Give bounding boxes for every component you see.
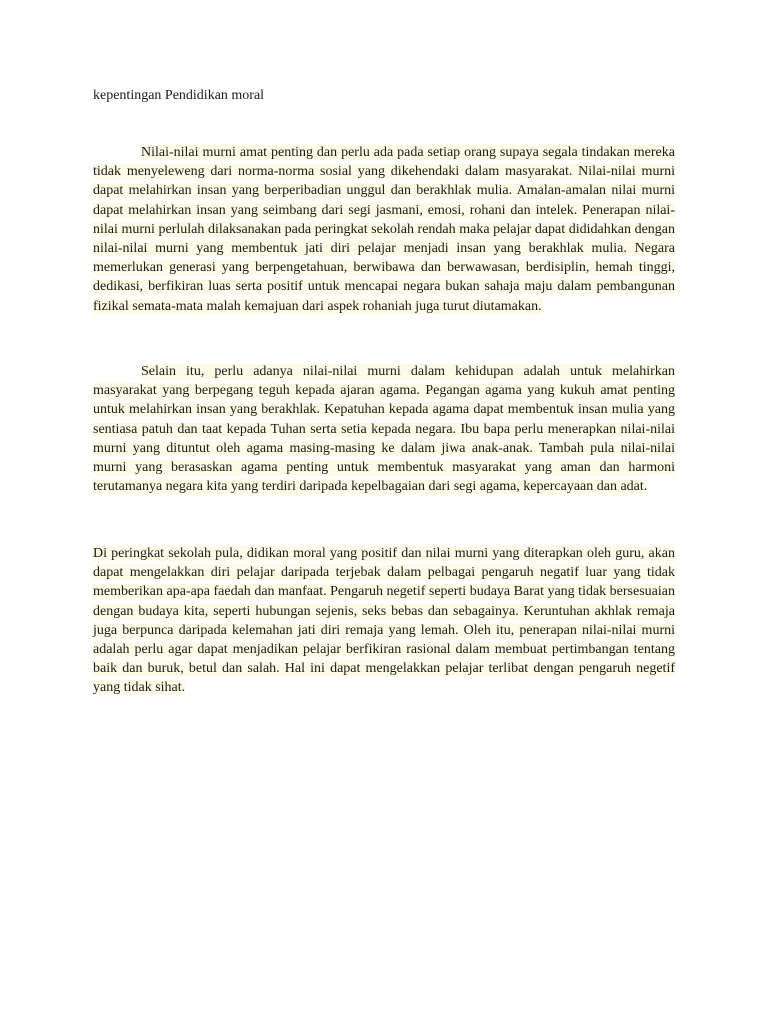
paragraph-1-text: Nilai-nilai murni amat penting dan perlu ada pada setiap orang supaya segala tindakan mereka tidak menyeleweng dari norma-norma sosial yang dikehendaki dalam masyarakat. Nilai-nilai murni dapat melahirkan insan yang berperibadian unggul dan berakhlak mulia. Amalan-amalan nilai murni dapat melahirkan insan yang seimbang dari segi jasmani, emosi, rohani dan intelek. Penerapan nilai-nilai murni perlulah dilaksanakan pada peringkat sekolah rendah maka pelajar dapat dididahkan dengan nilai-nilai murni yang membentuk jati diri pelajar menjadi insan yang berakhlak mulia. Negara memerlukan generasi yang berpengetahuan, berwibawa dan berwawasan, berdisiplin, hemah tinggi, dedikasi, berfikiran luas serta positif untuk mencapai negara bukan sahaja maju dalam pembangunan fizikal semata-mata malah kemajuan dari aspek rohaniah juga turut diutamakan. [93, 145, 675, 314]
paragraph-1 [93, 143, 675, 316]
paragraph-2 [93, 362, 675, 496]
paragraph-3-text: Di peringkat sekolah pula, didikan moral yang positif dan nilai murni yang diterapkan oleh guru, akan dapat mengelakkan diri pelajar daripada terjebak dalam pelbagai pengaruh negatif luar yang tidak memberikan apa-apa faedah dan manfaat. Pengaruh negetif seperti budaya Barat yang tidak bersesuaian dengan budaya kita, seperti hubungan sejenis, seks bebas dan sebagainya. Keruntuhan akhlak remaja juga berpunca daripada kelemahan jati diri remaja yang lemah. Oleh itu, penerapan nilai-nilai murni adalah perlu agar dapat menjadikan pelajar berfikiran rasional dalam membuat pertimbangan tentang baik dan buruk, betul dan salah. Hal ini dapat mengelakkan pelajar terlibat dengan pengaruh negetif yang tidak sihat. [93, 546, 675, 696]
paragraph-2-text: Selain itu, perlu adanya nilai-nilai murni dalam kehidupan adalah untuk melahirkan masyarakat yang berpegang teguh kepada ajaran agama. Pegangan agama yang kukuh amat penting untuk melahirkan insan yang berakhlak. Kepatuhan kepada agama dapat membentuk insan mulia yang sentiasa patuh dan taat kepada Tuhan serta setia kepada negara. Ibu bapa perlu menerapkan nilai-nilai murni yang dituntut oleh agama masing-masing ke dalam jiwa anak-anak. Tambah pula nilai-nilai murni yang berasaskan agama penting untuk membentuk masyarakat yang aman dan harmoni terutamanya negara kita yang terdiri daripada kepelbagaian dari segi agama, kepercayaan dan adat. [93, 364, 675, 495]
paragraph-3 [93, 544, 675, 698]
document-title: kepentingan Pendidikan moral [93, 88, 265, 103]
